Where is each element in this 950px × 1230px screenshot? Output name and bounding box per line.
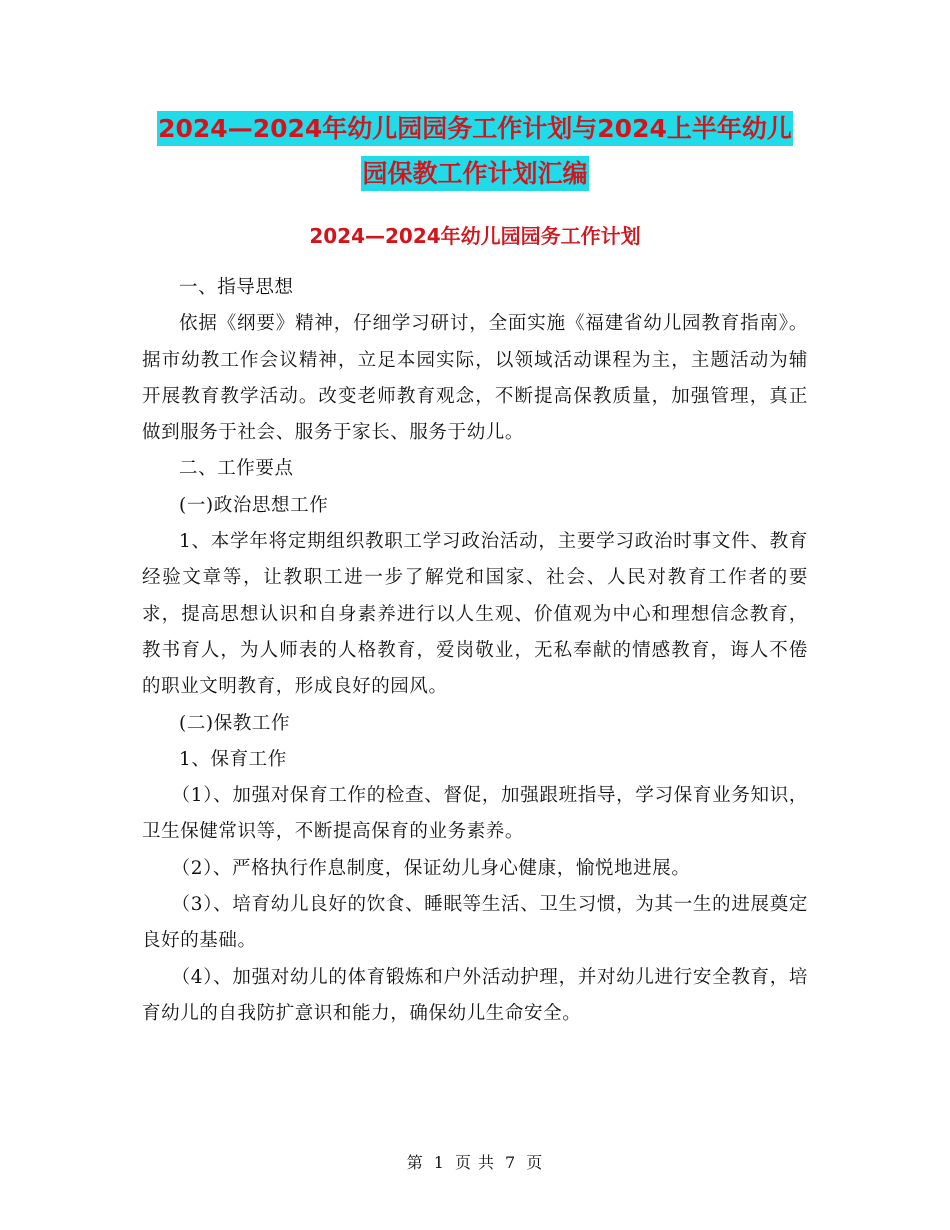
heading-nursing-work: 1、保育工作: [179, 748, 287, 770]
footer-mid: 页 共: [454, 1153, 496, 1172]
paragraph-political-work: 1、本学年将定期组织教职工学习政治活动，主要学习政治时事文件、教育经验文章等，让教职工进一步了解党和国家、社会、人民对教育工作者的要求，提高思想认识和自身素养进行以人生观、价值观为中心和理想信念教育，教书育人，为人师表的人格教育，爱岗敬业，无私奉献的情感教育，诲人不倦的职业文明教育，形成良好的园风。: [142, 531, 808, 698]
list-item-2: （2）、严格执行作息制度，保证幼儿身心健康，愉悦地进展。: [171, 857, 691, 879]
footer-suffix: 页: [526, 1153, 544, 1172]
document-title-line-2: [140, 149, 810, 199]
document-title-line-1: [140, 104, 810, 154]
title-highlight: 2024—2024年幼儿园园务工作计划与2024上半年幼儿: [157, 111, 793, 146]
list-item-1: （1）、加强对保育工作的检查、督促，加强跟班指导，学习保育业务知识，卫生保健常识等，不断提高保育的业务素养。: [142, 785, 808, 843]
heading-guiding-ideology: 一、指导思想: [179, 277, 294, 298]
page-number: 1: [433, 1153, 445, 1172]
section-title: 2024—2024年幼儿园园务工作计划: [309, 224, 641, 248]
page-footer: [0, 1150, 950, 1173]
heading-political-work: (一)政治思想工作: [179, 494, 329, 516]
list-item-4: （4）、加强对幼儿的体育锻炼和户外活动护理，并对幼儿进行安全教育，培育幼儿的自我防扩意识和能力，确保幼儿生命安全。: [142, 966, 808, 1024]
title-highlight: 园保教工作计划汇编: [361, 156, 588, 191]
total-pages: 7: [505, 1153, 517, 1172]
heading-care-education: (二)保教工作: [179, 712, 291, 734]
list-item-3: （3）、培育幼儿良好的饮食、睡眠等生活、卫生习惯，为其一生的进展奠定良好的基础。: [142, 894, 808, 952]
paragraph-guiding-ideology: 依据《纲要》精神，仔细学习研讨，全面实施《福建省幼儿园教育指南》。据市幼教工作会议精神，立足本园实际，以领域活动课程为主，主题活动为辅开展教育教学活动。改变老师教育观念，不断提高保教质量，加强管理，真正做到服务于社会、服务于家长、服务于幼儿。: [142, 313, 808, 444]
footer-prefix: 第: [406, 1153, 424, 1172]
heading-work-points: 二、工作要点: [179, 458, 294, 480]
document-body: [142, 270, 808, 1032]
